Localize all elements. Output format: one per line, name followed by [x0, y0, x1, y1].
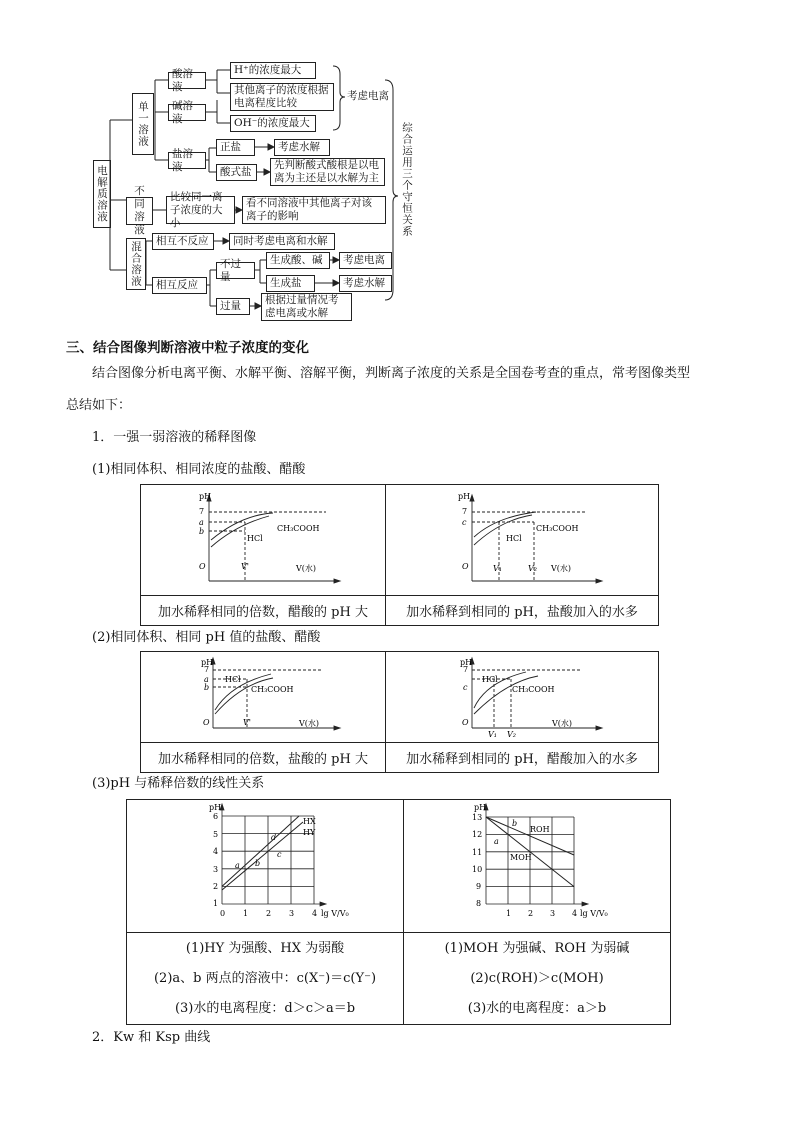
graph-3b: [404, 800, 670, 928]
graph-2a-tick-a: a: [204, 675, 209, 684]
graph-cell-2a: [141, 652, 386, 743]
graph-1b-ylabel: pH: [458, 492, 471, 501]
graph-1b-xv2: V₂: [528, 564, 537, 573]
graph-2b-ylabel: pH: [460, 658, 473, 667]
graph-1a-xlabel: V(水): [296, 564, 317, 573]
graph-1a-series-ch3cooh: CH₃COOH: [277, 524, 320, 533]
graph-1b-series-hcl: HCl: [506, 534, 522, 543]
graph-1a-origin: O: [199, 562, 206, 571]
acid-solution-box: 酸溶液: [168, 72, 206, 89]
graph-3b-xtick-1: 1: [506, 909, 512, 918]
mixed-solution-box: 混合溶液: [126, 238, 146, 290]
table-ph-linear: [126, 799, 671, 1025]
table3-right-line-2: (2)c(ROH)＞c(MOH): [470, 970, 604, 986]
table3-right-line-1: (1)MOH 为强碱、ROH 为弱碱: [444, 940, 630, 956]
graph-2b-series-hcl: HCl: [482, 675, 498, 684]
table3-left-line-2: (2)a、b 两点的溶液中：c(X⁻)＝c(Y⁻): [153, 970, 377, 986]
gen-salt-box: 生成盐: [266, 275, 315, 292]
graph-3b-xtick-4: 4: [572, 909, 578, 918]
graph-3b-ytick-8: 8: [476, 899, 482, 908]
gen-acid-base-box: 生成酸、碱: [266, 252, 330, 269]
consider-ionization-label: 考虑电离: [347, 90, 389, 102]
table-dilution-same-ph: [140, 651, 659, 773]
graph-cell-3a: [127, 800, 404, 933]
acid-salt-box: 酸式盐: [216, 164, 257, 181]
graph-1a-series-hcl: HCl: [247, 534, 263, 543]
graph-2b-tick-7: 7: [463, 665, 469, 674]
table2-caption-right: 加水稀释到相同的 pH，醋酸加入的水多: [386, 743, 659, 773]
table3-left-line-3: (3)水的电离程度：d＞c＞a＝b: [174, 1000, 356, 1016]
root-box: 电解质溶液: [93, 160, 111, 228]
graph-2a-tick-7: 7: [204, 665, 210, 674]
graph-2b: [386, 652, 658, 738]
graph-2a-series-ch3cooh: CH₃COOH: [251, 685, 294, 694]
graph-3a: [127, 800, 403, 928]
graph-3b-xtick-2: 2: [528, 909, 534, 918]
graph-2b-xv2: V₂: [507, 730, 516, 738]
graph-3a-ytick-4: 4: [213, 847, 219, 856]
table1-caption-right: 加水稀释到相同的 pH，盐酸加入的水多: [386, 596, 659, 626]
normal-salt-box: 正盐: [216, 139, 255, 156]
both-consider-box: 同时考虑电离和水解: [229, 233, 335, 250]
graph-1a-tick-a: a: [199, 518, 204, 527]
graph-3a-series-hx: HX: [303, 817, 316, 826]
salt-solution-box: 盐溶液: [168, 152, 206, 169]
single-solution-box: 单一溶液: [132, 93, 154, 155]
graph-3b-ytick-12: 12: [472, 830, 483, 839]
subsection-1c: (3)pH 与稀释倍数的线性关系: [92, 776, 265, 791]
graph-cell-1a: [141, 485, 386, 596]
graph-2b-origin: O: [462, 718, 469, 727]
excess-box: 过量: [216, 298, 250, 315]
graph-1a-ylabel: pH: [199, 492, 212, 501]
graph-3a-xtick-4: 4: [312, 909, 318, 918]
graph-cell-1b: [386, 485, 659, 596]
graph-3a-ytick-1: 1: [213, 899, 219, 908]
table3-right-line-3: (3)水的电离程度：a＞b: [467, 1000, 607, 1016]
graph-2a: [141, 652, 385, 738]
consider-hydrolysis-box: 考虑水解: [274, 139, 330, 156]
graph-3a-ytick-5: 5: [213, 830, 219, 839]
other-ion-effect-box: 看不同溶液中其他离子对该离子的影响: [242, 196, 386, 224]
graph-3a-ylabel: pH: [209, 803, 222, 812]
graph-3a-series-hy: HY: [303, 828, 316, 837]
subsection-1: 1．一强一弱溶液的稀释图像: [92, 430, 257, 445]
other-ions-box: 其他离子的浓度根据电离程度比较: [230, 83, 334, 111]
table2-caption-left: 加水稀释相同的倍数，盐酸的 pH 大: [141, 743, 386, 773]
graph-3b-xlabel: lg V/V₀: [580, 909, 608, 918]
table-dilution-same-concentration: [140, 484, 659, 626]
table3-left-line-1: (1)HY 为强酸、HX 为弱酸: [185, 940, 345, 956]
graph-3a-xlabel: lg V/V₀: [321, 909, 349, 918]
intro-line-2: 总结如下：: [66, 398, 132, 413]
graph-1b-origin: O: [462, 562, 469, 571]
graph-3a-xtick-3: 3: [289, 909, 295, 918]
graph-2b-xlabel: V(水): [552, 719, 573, 728]
graph-3a-xtick-1: 1: [243, 909, 249, 918]
graph-1a-xv: V': [241, 562, 249, 571]
different-solution-box: 不同溶液: [126, 197, 153, 225]
graph-3b-ytick-11: 11: [472, 848, 483, 857]
graph-3b-ylabel: pH: [474, 803, 487, 812]
h-max-box: H⁺的浓度最大: [230, 62, 316, 79]
table1-caption-left: 加水稀释相同的倍数，醋酸的 pH 大: [141, 596, 386, 626]
graph-3a-xtick-2: 2: [266, 909, 272, 918]
graph-2a-xv: V': [243, 718, 251, 727]
graph-2b-tick-c: c: [463, 683, 468, 692]
subsection-1b: (2)相同体积、相同 pH 值的盐酸、醋酸: [92, 630, 321, 645]
graph-3b-ytick-13: 13: [472, 813, 483, 822]
graph-3b-point-b: b: [512, 819, 518, 828]
consider-ionization-box: 考虑电离: [339, 252, 392, 269]
graph-3b-xtick-3: 3: [550, 909, 556, 918]
graph-1b: [386, 485, 658, 591]
subsection-2: 2．Kw 和 Ksp 曲线: [92, 1030, 211, 1045]
graph-3a-point-d: d: [271, 833, 277, 842]
graph-2b-xv1: V₁: [488, 730, 497, 738]
graph-2a-origin: O: [203, 718, 210, 727]
graph-1a-tick-b: b: [199, 527, 205, 536]
graph-2b-series-ch3cooh: CH₃COOH: [512, 685, 555, 694]
not-excess-box: 不过量: [216, 262, 255, 279]
compare-same-ion-box: 比较同一离子浓度的大小: [166, 196, 235, 224]
graph-2a-xlabel: V(水): [299, 719, 320, 728]
graph-1b-tick-7: 7: [462, 507, 468, 516]
graph-1b-xlabel: V(水): [551, 564, 572, 573]
graph-3a-point-a: a: [235, 861, 240, 870]
three-conservation-label: 综合运用三个守恒关系: [401, 122, 413, 237]
oh-max-box: OH⁻的浓度最大: [230, 115, 316, 132]
graph-1a-tick-7: 7: [199, 507, 205, 516]
base-solution-box: 碱溶液: [168, 104, 206, 121]
graph-3a-ytick-6: 6: [213, 812, 219, 821]
graph-1a: [141, 485, 385, 591]
graph-3a-point-c: c: [277, 850, 282, 859]
graph-cell-3b: [404, 800, 671, 933]
diagram-connectors: [0, 0, 794, 330]
graph-2a-ylabel: pH: [201, 658, 214, 667]
graph-3a-ytick-2: 2: [213, 882, 219, 891]
graph-3a-xtick-0: 0: [220, 909, 226, 918]
graph-2a-tick-b: b: [204, 683, 210, 692]
graph-3b-series-moh: MOH: [510, 853, 532, 862]
table3-left-notes: [127, 933, 404, 1025]
graph-3b-series-roh: ROH: [530, 825, 550, 834]
excess-desc-box: 根据过量情况考虑电离或水解: [261, 293, 352, 321]
graph-3b-ytick-9: 9: [476, 882, 482, 891]
graph-3a-ytick-3: 3: [213, 865, 219, 874]
reaction-box: 相互反应: [152, 277, 207, 294]
graph-1b-series-ch3cooh: CH₃COOH: [536, 524, 579, 533]
graph-cell-2b: [386, 652, 659, 743]
graph-2a-series-hcl: HCl: [225, 675, 241, 684]
subsection-1a: (1)相同体积、相同浓度的盐酸、醋酸: [92, 462, 306, 477]
section-heading: 三、结合图像判断溶液中粒子浓度的变化: [66, 340, 309, 356]
consider-hydrolysis-box-2: 考虑水解: [339, 275, 392, 292]
graph-3b-point-a: a: [494, 837, 499, 846]
acid-salt-desc-box: 先判断酸式酸根是以电离为主还是以水解为主: [270, 158, 385, 186]
graph-1b-tick-c: c: [462, 518, 467, 527]
graph-3b-ytick-10: 10: [472, 865, 483, 874]
graph-1b-xv1: V₁: [493, 564, 502, 573]
intro-line-1: 结合图像分析电离平衡、水解平衡、溶解平衡，判断离子浓度的关系是全国卷考查的重点，常考图像类型: [92, 366, 691, 381]
graph-3a-point-b: b: [255, 859, 261, 868]
no-reaction-box: 相互不反应: [152, 233, 214, 250]
table3-right-notes: [404, 933, 671, 1025]
